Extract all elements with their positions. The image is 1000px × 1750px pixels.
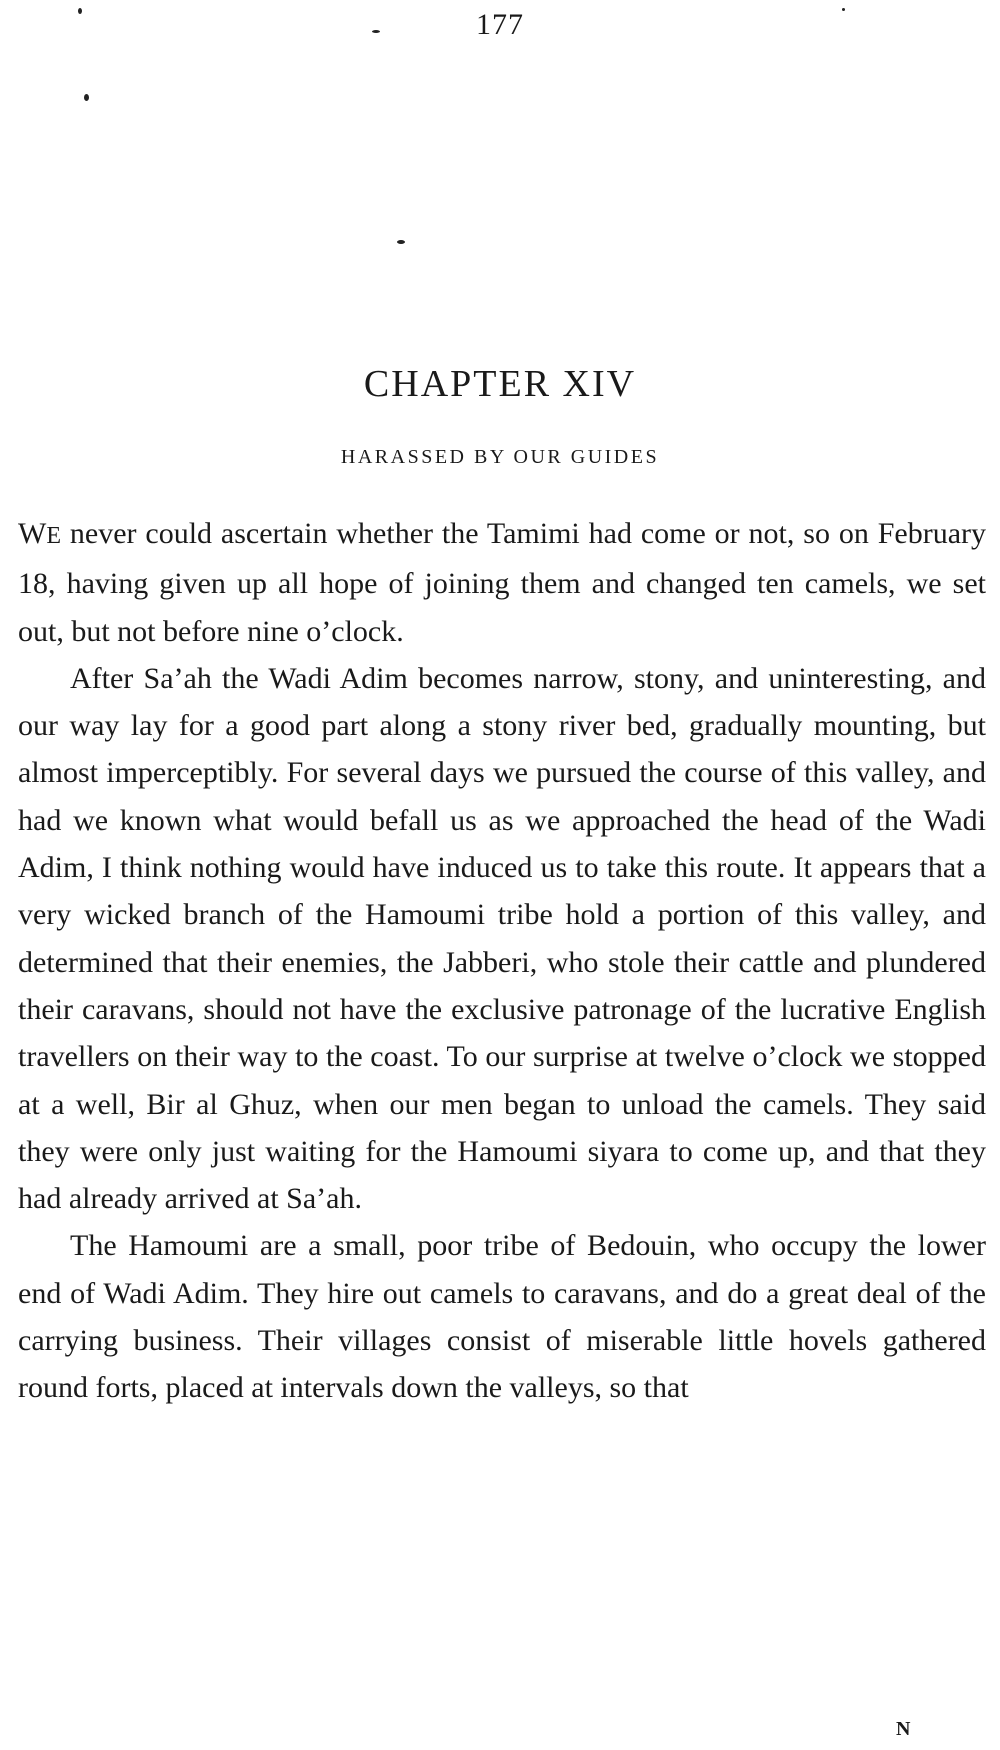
page-number: 177 (476, 8, 524, 41)
paragraph (18, 510, 986, 655)
paragraph: After Sa’ah the Wadi Adim becomes narrow, stony, and uninteresting, and our way lay for a good part along a stony river bed, gradually mounting, but almost imperceptibly. For several days we pursued the course of this valley, and had we known what would befall us as we approached the head of the Wadi Adim, I think nothing would have induced us to take this route. It appears that a very wicked branch of the Hamoumi tribe hold a portion of this valley, and determined that their enemies, the Jabberi, who stole their cattle and plundered their caravans, should not have the exclusive patronage of the lucrative English travellers on their way to the coast. To our surprise at twelve o’clock we stopped at a well, Bir al Ghuz, when our men began to unload the camels. They said they were only just waiting for the Hamoumi siyara to come up, and that they had already arrived at Sa’ah. (18, 661, 986, 1216)
paragraph: The Hamoumi are a small, poor tribe of Bedouin, who occupy the lower end of Wadi Adim. They hire out camels to caravans, and do a great deal of the carrying business. Their villages consist of miserable little hovels gathered round forts, placed at intervals down the valleys, so that (18, 1229, 986, 1405)
body-text (18, 510, 986, 1412)
signature-mark: N (896, 1718, 911, 1740)
scan-speck (84, 94, 89, 101)
dropcap-lead: W (18, 517, 47, 550)
scan-speck (78, 8, 82, 14)
scan-speck (372, 30, 380, 33)
scan-speck (842, 8, 845, 11)
dropcap-small: E (46, 523, 61, 549)
scan-speck (397, 240, 405, 244)
chapter-subtitle: HARASSED BY OUR GUIDES (340, 446, 660, 468)
paragraph-text: never could ascertain whether the Tamimi had come or not, so on February 18, having given up all hope of joining them and changed ten camels, we set out, but not before nine o’clock. (18, 517, 986, 648)
chapter-title: CHAPTER XIV (363, 363, 637, 405)
